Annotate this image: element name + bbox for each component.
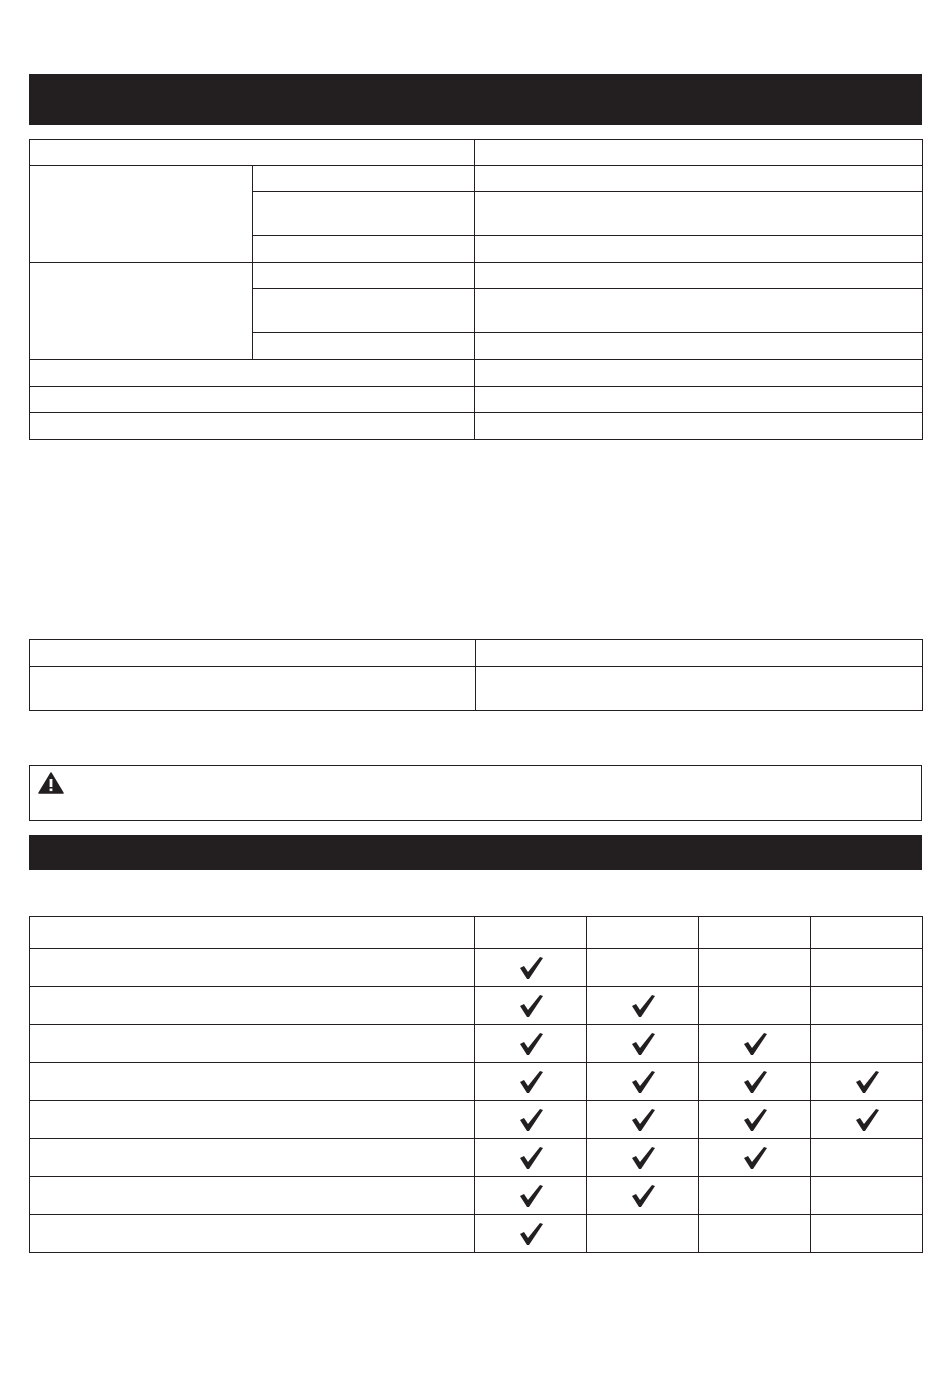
spec-row — [30, 640, 923, 667]
matrix-cell — [699, 1139, 811, 1177]
matrix-row-label-cell — [30, 1063, 475, 1101]
checkmark-icon — [518, 1221, 544, 1247]
matrix-cell — [811, 987, 923, 1025]
matrix-header-row — [30, 917, 923, 949]
matrix-header-cell — [699, 917, 811, 949]
spec-value-cell — [475, 360, 923, 387]
matrix-cell — [811, 1177, 923, 1215]
matrix-cell — [699, 1101, 811, 1139]
matrix-cell — [811, 1215, 923, 1253]
matrix-cell — [699, 1215, 811, 1253]
matrix-cell — [475, 1139, 587, 1177]
matrix-row-label-cell — [30, 1139, 475, 1177]
matrix-cell — [475, 1025, 587, 1063]
spec-row — [30, 166, 923, 192]
spec-group-cell — [30, 166, 253, 263]
spec-label-cell — [30, 387, 475, 413]
spec-sublabel-cell — [253, 166, 475, 192]
spec-label-cell — [30, 140, 475, 166]
matrix-cell — [475, 1101, 587, 1139]
spec-sublabel-cell — [253, 333, 475, 360]
matrix-cell — [475, 949, 587, 987]
checkmark-icon — [518, 955, 544, 981]
checkmark-icon — [630, 1145, 656, 1171]
matrix-row — [30, 1215, 923, 1253]
checkmark-icon — [518, 1069, 544, 1095]
spec-sublabel-cell — [253, 263, 475, 289]
spec-value-cell — [475, 263, 923, 289]
checkmark-icon — [742, 1145, 768, 1171]
checkmark-icon — [518, 1031, 544, 1057]
checkmark-icon — [518, 1107, 544, 1133]
matrix-cell — [587, 1177, 699, 1215]
matrix-row-label-cell — [30, 1215, 475, 1253]
matrix-cell — [475, 1177, 587, 1215]
spec-label-cell — [30, 360, 475, 387]
spec-row — [30, 667, 923, 711]
matrix-cell — [587, 1215, 699, 1253]
checkmark-icon — [742, 1107, 768, 1133]
checkmark-icon — [630, 1031, 656, 1057]
matrix-cell — [811, 949, 923, 987]
spec-value-cell — [475, 166, 923, 192]
checkmark-icon — [742, 1031, 768, 1057]
matrix-cell — [587, 1025, 699, 1063]
spec-sublabel-cell — [253, 236, 475, 263]
secondary-spec-table — [29, 639, 923, 711]
spec-row — [30, 263, 923, 289]
matrix-row — [30, 1025, 923, 1063]
spec-value-cell — [475, 289, 923, 333]
matrix-row — [30, 1101, 923, 1139]
matrix-cell — [475, 987, 587, 1025]
section-header-bar-compatibility — [29, 835, 922, 870]
checkmark-icon — [630, 1183, 656, 1209]
matrix-cell — [699, 1177, 811, 1215]
matrix-cell — [587, 1063, 699, 1101]
matrix-row-label-cell — [30, 1177, 475, 1215]
matrix-cell — [811, 1063, 923, 1101]
matrix-row — [30, 987, 923, 1025]
checkmark-icon — [630, 1107, 656, 1133]
spec-value-cell — [475, 236, 923, 263]
checkmark-icon — [518, 1145, 544, 1171]
matrix-cell — [475, 1215, 587, 1253]
matrix-cell — [699, 987, 811, 1025]
compatibility-matrix-table — [29, 916, 923, 1253]
matrix-cell — [587, 1101, 699, 1139]
spec-label-cell — [30, 640, 476, 667]
checkmark-icon — [742, 1069, 768, 1095]
spec-label-cell — [30, 413, 475, 440]
spec-value-cell — [475, 413, 923, 440]
matrix-row — [30, 949, 923, 987]
spec-value-cell — [476, 640, 923, 667]
matrix-row-label-cell — [30, 1025, 475, 1063]
spec-sublabel-cell — [253, 289, 475, 333]
spec-value-cell — [475, 333, 923, 360]
matrix-cell — [811, 1101, 923, 1139]
checkmark-icon — [630, 1069, 656, 1095]
matrix-cell — [587, 1139, 699, 1177]
spec-group-cell — [30, 263, 253, 360]
section-header-bar-specifications — [29, 74, 922, 125]
spec-value-cell — [475, 192, 923, 236]
matrix-cell — [699, 1025, 811, 1063]
matrix-cell — [587, 949, 699, 987]
checkmark-icon — [854, 1107, 880, 1133]
matrix-cell — [811, 1139, 923, 1177]
spec-label-cell — [30, 667, 476, 711]
spec-row — [30, 387, 923, 413]
matrix-row-label-cell — [30, 1101, 475, 1139]
spec-row — [30, 140, 923, 166]
spec-value-cell — [475, 140, 923, 166]
checkmark-icon — [518, 1183, 544, 1209]
spec-sublabel-cell — [253, 192, 475, 236]
spec-row — [30, 360, 923, 387]
spec-row — [30, 413, 923, 440]
matrix-row-label-cell — [30, 949, 475, 987]
matrix-header-cell — [811, 917, 923, 949]
matrix-row-label-cell — [30, 987, 475, 1025]
matrix-cell — [587, 987, 699, 1025]
matrix-cell — [699, 1063, 811, 1101]
matrix-header-cell — [587, 917, 699, 949]
checkmark-icon — [518, 993, 544, 1019]
matrix-row — [30, 1177, 923, 1215]
matrix-row — [30, 1063, 923, 1101]
matrix-cell — [811, 1025, 923, 1063]
spec-value-cell — [475, 387, 923, 413]
checkmark-icon — [630, 993, 656, 1019]
warning-triangle-icon — [38, 772, 64, 794]
checkmark-icon — [854, 1069, 880, 1095]
matrix-header-label-cell — [30, 917, 475, 949]
matrix-cell — [475, 1063, 587, 1101]
matrix-header-cell — [475, 917, 587, 949]
matrix-cell — [699, 949, 811, 987]
specifications-table — [29, 139, 923, 440]
matrix-row — [30, 1139, 923, 1177]
warning-box — [29, 765, 922, 821]
spec-value-cell — [476, 667, 923, 711]
